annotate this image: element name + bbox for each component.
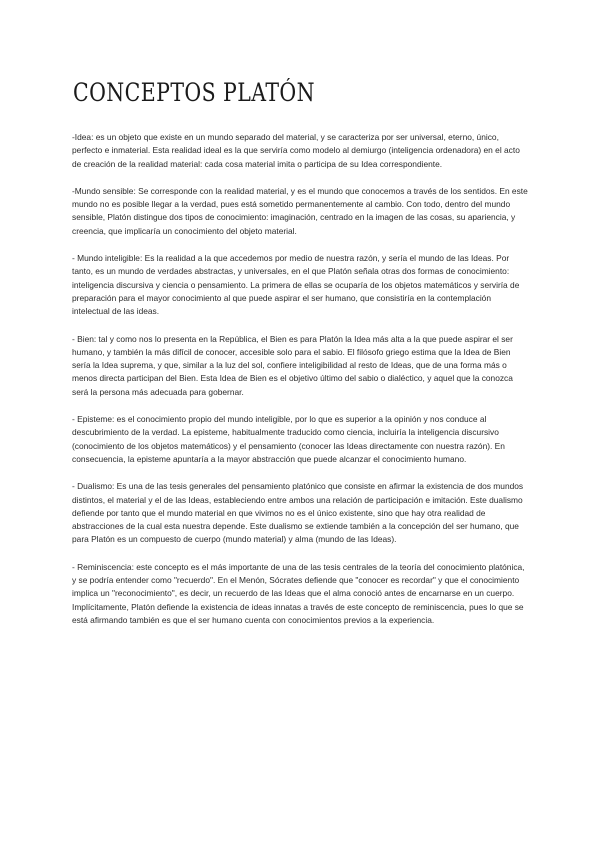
- document-body: [72, 131, 530, 641]
- paragraph-reminiscencia: - Reminiscencia: este concepto es el más importante de una de las tesis centrales de la teoría del conocimiento platónica, y se podría entender como "recuerdo". En el Menón, Sócrates defiende que "conocer es recordar" y que el conocimiento implica un "reconocimiento", es decir, un recuerdo de las Ideas que el alma conoció antes de encarnarse en un cuerpo. Implícitamente, Platón defiende la existencia de ideas innatas a través de este concepto de reminiscencia, pues lo que se está afirmando también es que el ser humano cuenta con conocimientos previos a la experiencia.: [72, 561, 525, 625]
- paragraph-mundo-sensible: -Mundo sensible: Se corresponde con la realidad material, y es el mundo que conocemos a través de los sentidos. En este mundo no es posible llegar a la verdad, pues está sometido permanentemente al cambio. Con todo, dentro del mundo sensible, Platón distingue dos tipos de conocimiento: imaginación, centrado en la imagen de las cosas, su apariencia, y creencia, que implicaría un conocimiento del objeto material.: [72, 185, 528, 236]
- paragraph-idea: -Idea: es un objeto que existe en un mundo separado del material, y se caracteriza por ser universal, eterno, único, perfecto e inmaterial. Esta realidad ideal es la que serviría como modelo al demiurgo (inteligencia ordenadora) en el acto de creación de la realidad material: cada cosa material imita o participa de su Idea correspondiente.: [72, 132, 520, 169]
- paragraph-dualismo: - Dualismo: Es una de las tesis generales del pensamiento platónico que consiste en afirmar la existencia de dos mundos distintos, el material y el de las Ideas, estableciendo entre ambos una relación de participación e imitación. Este dualismo defiende por tanto que el mundo material en que vivimos no es el único existente, sino que hay otra realidad de abstracciones de la cual esta nuestra depende. Este dualismo se extiende también a la concepción del ser humano, que para Platón es un compuesto de cuerpo (mundo material) y alma (mundo de las Ideas).: [72, 481, 524, 545]
- paragraph-mundo-inteligible: - Mundo inteligible: Es la realidad a la que accedemos por medio de nuestra razón, y sería el mundo de las Ideas. Por tanto, es un mundo de verdades abstractas, y universales, en el que Platón señala otras dos formas de conocimiento: inteligencia discursiva y ciencia o pensamiento. La primera de ellas se ocuparía de los objetos matemáticos y serviría de preparación para el mayor conocimiento al que puede aspirar el ser humano, que consistiría en la contemplación intelectual de las ideas.: [72, 253, 520, 317]
- paragraph-bien: - Bien: tal y como nos lo presenta en la República, el Bien es para Platón la Idea más alta a la que puede aspirar el ser humano, y también la más difícil de conocer, accesible solo para el sabio. El filósofo griego estima que la Idea de Bien sería la Idea suprema, y que, similar a la luz del sol, confiere inteligibilidad al resto de Ideas, que de una forma más o menos directa participan del Bien. Esta Idea de Bien es el objetivo último del sabio o dialéctico, y aquel que la conozca será la persona más adecuada para gobernar.: [72, 333, 513, 397]
- paragraph-episteme: - Episteme: es el conocimiento propio del mundo inteligible, por lo que es superior a la opinión y nos conduce al descubrimiento de la verdad. La episteme, habitualmente traducido como ciencia, incluiría la inteligencia discursivo (conocimiento de los objetos matemáticos) y el pensamiento (conocer las Ideas directamente con nuestra razón). En consecuencia, la episteme apuntaría a la mayor abstracción que puede alcanzar el conocimiento humano.: [72, 414, 505, 464]
- page-title: CONCEPTOS PLATÓN: [73, 78, 315, 107]
